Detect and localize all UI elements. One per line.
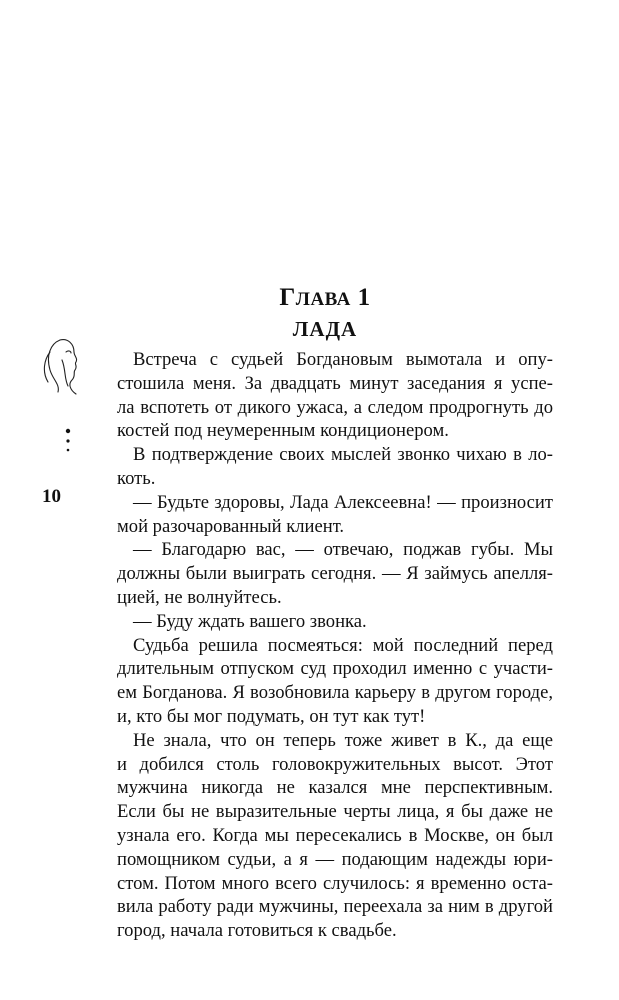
- text-line: стошила меня. За двадцать минут заседания я успе-: [117, 372, 553, 394]
- text-line: коть.: [117, 467, 156, 489]
- paragraph: [117, 348, 553, 443]
- body-text: [117, 348, 553, 943]
- text-line: — Благодарю вас, — отвечаю, поджав губы. Мы: [133, 539, 553, 561]
- text-line: мой разочарованный клиент.: [117, 515, 345, 537]
- chapter-label-initial: Г: [279, 284, 296, 311]
- text-line: Не знала, что он теперь тоже живет в К., да еще: [133, 729, 553, 751]
- text-line: — Будьте здоровы, Лада Алексеевна! — произносит: [133, 491, 553, 513]
- text-line: помощником судьи, а я — подающим надежды юри-: [117, 848, 553, 870]
- face-profile-ornament-icon: [38, 330, 98, 470]
- text-line: стом. Потом много всего случилось: я временно оста-: [117, 872, 553, 894]
- page-number: 10: [42, 486, 61, 507]
- chapter-heading: [0, 283, 619, 315]
- text-line: Судьба решила посмеяться: мой последний перед: [133, 634, 553, 656]
- chapter-name: ЛАДА: [292, 317, 358, 341]
- text-line: и, кто бы мог подумать, он тут как тут!: [117, 705, 426, 727]
- paragraph: [117, 538, 553, 609]
- paragraph: [117, 610, 553, 634]
- text-line: длительным отпуском суд проходил именно с участи-: [117, 658, 553, 680]
- text-line: город, начала готовиться к свадьбе.: [117, 920, 397, 942]
- paragraph: [117, 491, 553, 539]
- paragraph: [117, 729, 553, 943]
- text-line: узнала его. Когда мы пересекались в Москве, он был: [117, 824, 553, 846]
- text-line: костей под неумеренным кондиционером.: [117, 420, 449, 442]
- text-line: должны были выиграть сегодня. — Я займусь апелля-: [117, 563, 553, 585]
- text-line: В подтверждение своих мыслей звонко чихаю в ло-: [133, 444, 553, 466]
- text-line: ем Богданова. Я возобновила карьеру в другом городе,: [117, 682, 553, 704]
- paragraph: [117, 634, 553, 729]
- text-line: — Буду ждать вашего звонка.: [133, 610, 367, 632]
- text-line: мужчина никогда не казался мне перспективным.: [117, 777, 553, 799]
- text-line: цией, не волнуйтесь.: [117, 586, 282, 608]
- chapter-label-rest: ЛАВА: [295, 289, 351, 310]
- text-line: вила работу ради мужчины, переехала за ним в другой: [117, 896, 553, 918]
- text-line: Встреча с судьей Богдановым вымотала и опу-: [133, 349, 553, 370]
- paragraph: [117, 443, 553, 491]
- text-line: Если бы не выразительные черты лица, я бы даже не: [117, 801, 553, 823]
- text-line: и добился столь головокружительных высот. Этот: [117, 753, 553, 775]
- chapter-number: 1: [357, 284, 371, 311]
- text-line: ла вспотеть от дикого ужаса, а следом продрогнуть до: [117, 396, 553, 418]
